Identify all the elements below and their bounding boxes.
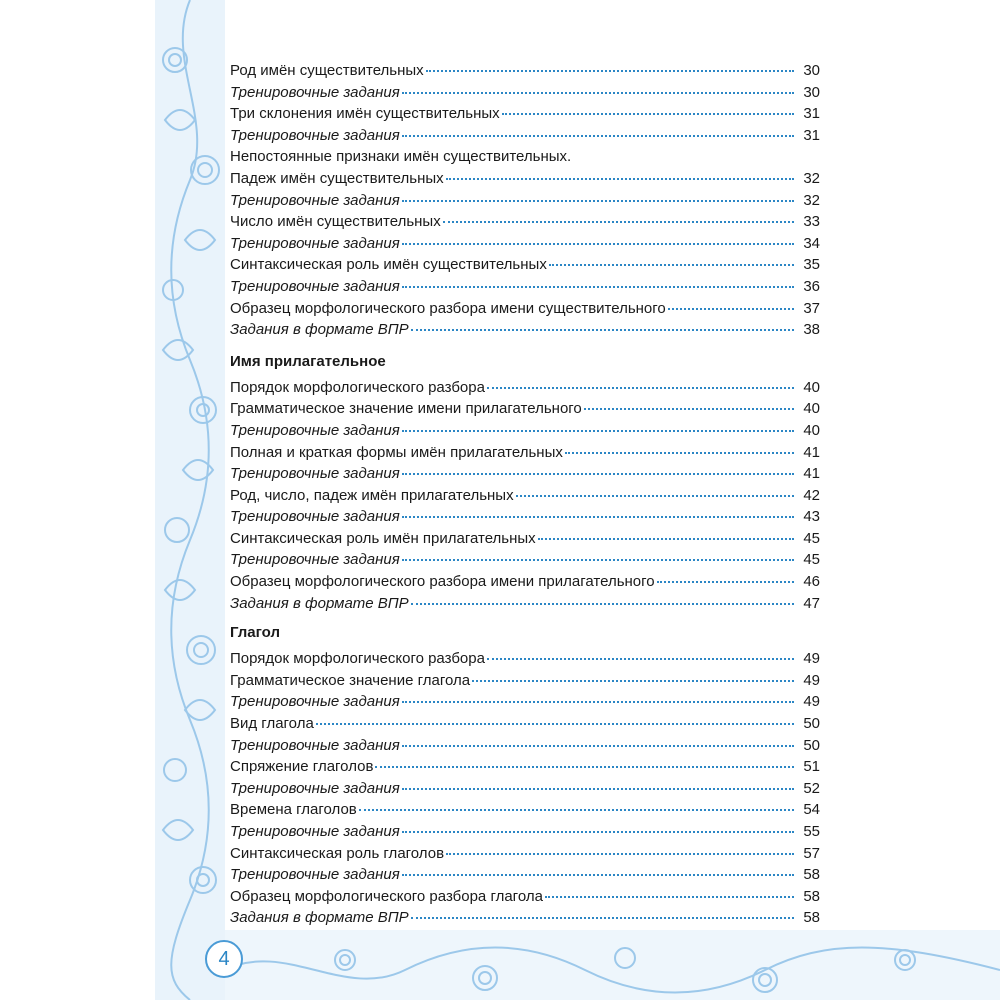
toc-entry-page: 38: [803, 321, 820, 339]
toc-entry-page: 47: [803, 594, 820, 612]
toc-entry: [230, 506, 820, 528]
dot-leader: [402, 831, 794, 833]
toc-entry: [230, 735, 820, 757]
toc-entry: [230, 82, 820, 104]
toc-entry: [230, 146, 820, 168]
dot-leader: [375, 766, 794, 768]
dot-leader: [487, 387, 794, 389]
toc-entry-page: 30: [803, 62, 820, 79]
toc-entry: [230, 571, 820, 593]
toc-entry: [230, 485, 820, 507]
dot-leader: [549, 264, 794, 266]
toc-entry: [230, 319, 820, 341]
dot-leader: [411, 603, 794, 605]
toc-entry-page: 33: [803, 213, 820, 231]
toc-entry-title: Порядок морфологического разбора: [230, 650, 485, 668]
toc-entry-page: 40: [803, 421, 820, 439]
section-title-verb: Глагол: [230, 624, 280, 642]
toc-entry-page: 30: [803, 83, 820, 101]
dot-leader: [502, 113, 794, 115]
toc-entry-title: Образец морфологического разбора имени прилагательного: [230, 573, 655, 591]
dot-leader: [402, 473, 794, 475]
dot-leader: [443, 221, 794, 223]
toc-entry-title: Задания в формате ВПР: [230, 909, 409, 927]
dot-leader: [402, 701, 794, 703]
dot-leader: [545, 896, 794, 898]
toc-entry: [230, 420, 820, 442]
toc-entry-page: 58: [803, 866, 820, 884]
dot-leader: [446, 178, 794, 180]
toc-entry: [230, 254, 820, 276]
toc-entry-title: Образец морфологического разбора глагола: [230, 887, 543, 905]
toc-entry-title: Тренировочные задания: [230, 551, 400, 569]
toc-entry: [230, 298, 820, 320]
dot-leader: [402, 874, 794, 876]
toc-entry: [230, 670, 820, 692]
dot-leader: [402, 286, 794, 288]
toc-entry: [230, 125, 820, 147]
toc-entry: [230, 190, 820, 212]
toc-entry-page: 49: [803, 671, 820, 689]
table-of-contents: [230, 60, 820, 929]
toc-entry: [230, 276, 820, 298]
dot-leader: [402, 135, 794, 137]
toc-entry: [230, 907, 820, 929]
toc-entry: [230, 648, 820, 670]
toc-entry: [230, 211, 820, 233]
dot-leader: [516, 495, 794, 497]
toc-entry: [230, 778, 820, 800]
toc-entry-title: Порядок морфологического разбора: [230, 378, 485, 396]
toc-group-nouns: [230, 60, 820, 341]
toc-entry: [230, 463, 820, 485]
toc-entry-page: 45: [803, 529, 820, 547]
toc-entry-page: 41: [803, 443, 820, 461]
dot-leader: [402, 559, 794, 561]
toc-entry: [230, 799, 820, 821]
toc-entry-title: Тренировочные задания: [230, 823, 400, 840]
toc-entry-page: 40: [803, 400, 820, 418]
toc-entry-title: Род имён существительных: [230, 62, 424, 79]
toc-entry-page: 31: [803, 126, 820, 144]
dot-leader: [538, 538, 794, 540]
toc-entry-page: 34: [803, 234, 820, 252]
toc-entry-title: Времена глаголов: [230, 801, 357, 819]
toc-group-adjectives: [230, 377, 820, 615]
dot-leader: [402, 516, 794, 518]
dot-leader: [316, 723, 794, 725]
floral-ornament-icon: [155, 0, 225, 1000]
toc-entry-title: Спряжение глаголов: [230, 758, 374, 776]
toc-entry: [230, 398, 820, 420]
floral-ornament-border: [155, 0, 225, 1000]
toc-entry-page: 52: [803, 779, 820, 797]
dot-leader: [426, 70, 794, 72]
toc-entry-title: Тренировочные задания: [230, 736, 400, 754]
toc-entry-title: Тренировочные задания: [230, 83, 400, 101]
toc-entry: [230, 864, 820, 886]
toc-entry-title: Грамматическое значение имени прилагательного: [230, 400, 582, 418]
toc-entry-title: Синтаксическая роль имён прилагательных: [230, 529, 536, 547]
toc-entry: [230, 103, 820, 125]
toc-entry: [230, 377, 820, 399]
toc-entry-page: 50: [803, 736, 820, 754]
dot-leader: [487, 658, 794, 660]
toc-entry-title: Тренировочные задания: [230, 234, 400, 252]
toc-entry: [230, 60, 820, 82]
dot-leader: [402, 92, 794, 94]
bottom-floral-ornament: [225, 930, 1000, 1000]
dot-leader: [446, 853, 794, 855]
toc-entry-page: 54: [803, 801, 820, 819]
swirl-ornament-icon: [225, 930, 1000, 1000]
dot-leader: [402, 430, 794, 432]
toc-entry: [230, 442, 820, 464]
toc-entry-page: 31: [803, 105, 820, 123]
toc-entry-title: Тренировочные задания: [230, 866, 400, 884]
toc-entry-page: 49: [803, 693, 820, 711]
toc-entry: [230, 528, 820, 550]
toc-entry-title: Число имён существительных: [230, 213, 441, 231]
toc-entry-page: 51: [803, 758, 820, 776]
toc-entry-title: Тренировочные задания: [230, 508, 400, 526]
toc-entry-page: 37: [803, 299, 820, 317]
toc-entry-title: Род, число, падеж имён прилагательных: [230, 486, 514, 504]
dot-leader: [668, 308, 794, 310]
toc-entry: [230, 886, 820, 908]
toc-entry-page: 43: [803, 508, 820, 526]
toc-entry-page: 55: [803, 823, 820, 840]
toc-entry-title: Полная и краткая формы имён прилагательных: [230, 443, 563, 461]
toc-entry-title: Тренировочные задания: [230, 693, 400, 711]
toc-entry-title: Тренировочные задания: [230, 465, 400, 483]
toc-entry-title: Вид глагола: [230, 715, 314, 733]
toc-entry-page: 32: [803, 191, 820, 209]
toc-entry-title: Задания в формате ВПР: [230, 594, 409, 612]
toc-entry-page: 32: [803, 169, 820, 187]
toc-entry: [230, 549, 820, 571]
dot-leader: [402, 788, 794, 790]
toc-entry-title: Три склонения имён существительных: [230, 105, 500, 123]
toc-group-verbs: [230, 648, 820, 929]
toc-entry: [230, 843, 820, 865]
toc-entry-page: 41: [803, 465, 820, 483]
toc-entry-title: Тренировочные задания: [230, 191, 400, 209]
toc-entry-title: Синтаксическая роль имён существительных: [230, 256, 547, 274]
dot-leader: [657, 581, 794, 583]
toc-entry: [230, 168, 820, 190]
dot-leader: [402, 745, 794, 747]
toc-entry-title: Тренировочные задания: [230, 126, 400, 144]
dot-leader: [565, 452, 794, 454]
dot-leader: [402, 243, 794, 245]
toc-entry-page: 58: [803, 887, 820, 905]
toc-entry-title: Тренировочные задания: [230, 421, 400, 439]
dot-leader: [411, 917, 794, 919]
dot-leader: [359, 809, 794, 811]
toc-entry-page: 35: [803, 256, 820, 274]
toc-entry: [230, 233, 820, 255]
toc-entry: [230, 756, 820, 778]
toc-entry: [230, 593, 820, 615]
page-margin: [0, 0, 155, 1000]
toc-entry-page: 49: [803, 650, 820, 668]
toc-entry: [230, 691, 820, 713]
section-title-adjective: Имя прилагательное: [230, 352, 386, 370]
toc-entry-title: Образец морфологического разбора имени существительного: [230, 299, 666, 317]
toc-entry-title: Грамматическое значение глагола: [230, 671, 471, 689]
toc-entry: [230, 713, 820, 735]
toc-entry-page: 40: [803, 378, 820, 396]
dot-leader: [402, 200, 794, 202]
toc-entry-page: 46: [803, 573, 820, 591]
toc-entry: [230, 821, 820, 843]
toc-entry-title: Задания в формате ВПР: [230, 321, 409, 339]
toc-entry-title: Непостоянные признаки имён существительных.: [230, 148, 572, 166]
toc-entry-title: Падеж имён существительных: [230, 169, 444, 187]
page-number-badge: 4: [205, 940, 243, 978]
toc-entry-page: 50: [803, 715, 820, 733]
dot-leader: [411, 329, 794, 331]
toc-entry-page: 45: [803, 551, 820, 569]
toc-entry-page: 36: [803, 277, 820, 295]
toc-entry-page: 42: [803, 486, 820, 504]
dot-leader: [584, 408, 794, 410]
toc-entry-page: 57: [803, 844, 820, 862]
toc-entry-page: 58: [803, 909, 820, 927]
toc-entry-title: Синтаксическая роль глаголов: [230, 844, 445, 862]
dot-leader: [472, 680, 794, 682]
toc-entry-title: Тренировочные задания: [230, 779, 400, 797]
toc-entry-title: Тренировочные задания: [230, 277, 400, 295]
